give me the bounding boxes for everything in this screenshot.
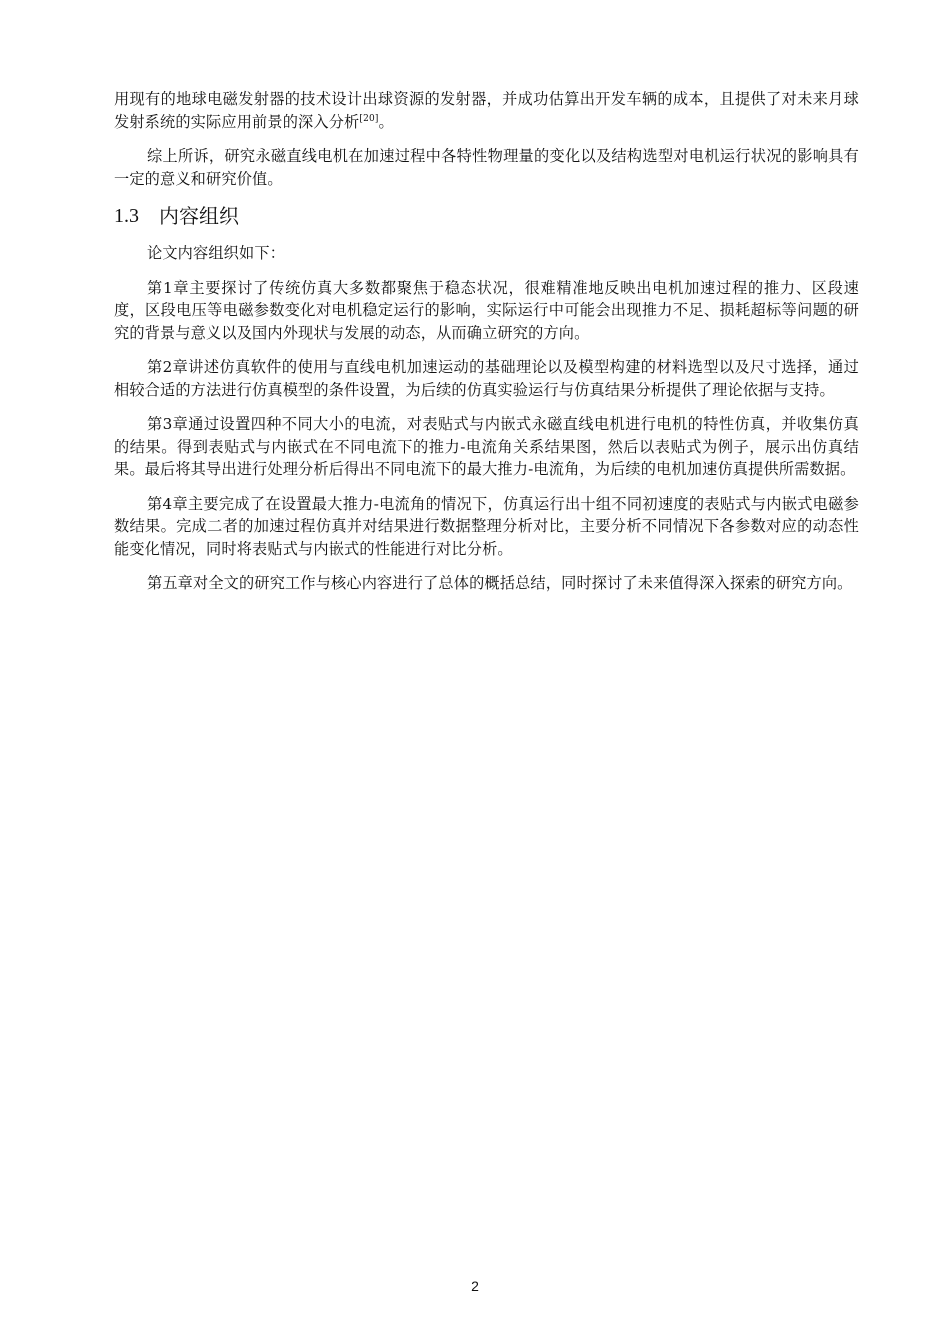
citation-reference: [20] — [359, 113, 379, 124]
paragraph-chapter-1: 第1章主要探讨了传统仿真大多数都聚焦于稳态状况，很难精准地反映出电机加速过程的推力、区段速度，区段电压等电磁参数变化对电机稳定运行的影响，实际运行中可能会出现推力不足、损耗超标等问题的研究的背景与意义以及国内外现状与发展的动态，从而确立研究的方向。 — [114, 278, 859, 342]
paragraph-chapter-3: 第3章通过设置四种不同大小的电流，对表贴式与内嵌式永磁直线电机进行电机的特性仿真，并收集仿真的结果。得到表贴式与内嵌式在不同电流下的推力-电流角关系结果图，然后以表贴式为例子，展示出仿真结果。最后将其导出进行处理分析后得出不同电流下的最大推力-电流角，为后续的电机加速仿真提供所需数据。 — [114, 415, 859, 478]
page-content — [114, 88, 859, 607]
paragraph-continuation — [114, 88, 859, 133]
paragraph-end-punctuation: 。 — [378, 112, 394, 131]
paragraph-chapter-2: 第2章讲述仿真软件的使用与直线电机加速运动的基础理论以及模型构建的材料选型以及尺寸选择，通过相较合适的方法进行仿真模型的条件设置，为后续的仿真实验运行与仿真结果分析提供了理论依据与支持。 — [114, 358, 859, 399]
paragraph-text: 用现有的地球电磁发射器的技术设计出球资源的发射器，并成功估算出开发车辆的成本，且提供了对未来月球发射系统的实际应用前景的深入分析 — [114, 90, 859, 131]
page-number: 2 — [471, 1278, 479, 1294]
paragraph-chapter-4: 第4章主要完成了在设置最大推力-电流角的情况下，仿真运行出十组不同初速度的表贴式与内嵌式电磁参数结果。完成二者的加速过程仿真并对结果进行数据整理分析对比，主要分析不同情况下各参数对应的动态性能变化情况，同时将表贴式与内嵌式的性能进行对比分析。 — [114, 494, 859, 558]
paragraph-intro: 论文内容组织如下： — [147, 244, 286, 262]
paragraph-chapter-5: 第五章对全文的研究工作与核心内容进行了总体的概括总结，同时探讨了未来值得深入探索的研究方向。 — [147, 574, 853, 592]
section-heading — [114, 202, 859, 230]
paragraph-summary: 综上所诉，研究永磁直线电机在加速过程中各特性物理量的变化以及结构选型对电机运行状况的影响具有一定的意义和研究价值。 — [114, 147, 859, 188]
section-number: 1.3 — [114, 205, 139, 227]
section-title: 内容组织 — [159, 204, 239, 228]
